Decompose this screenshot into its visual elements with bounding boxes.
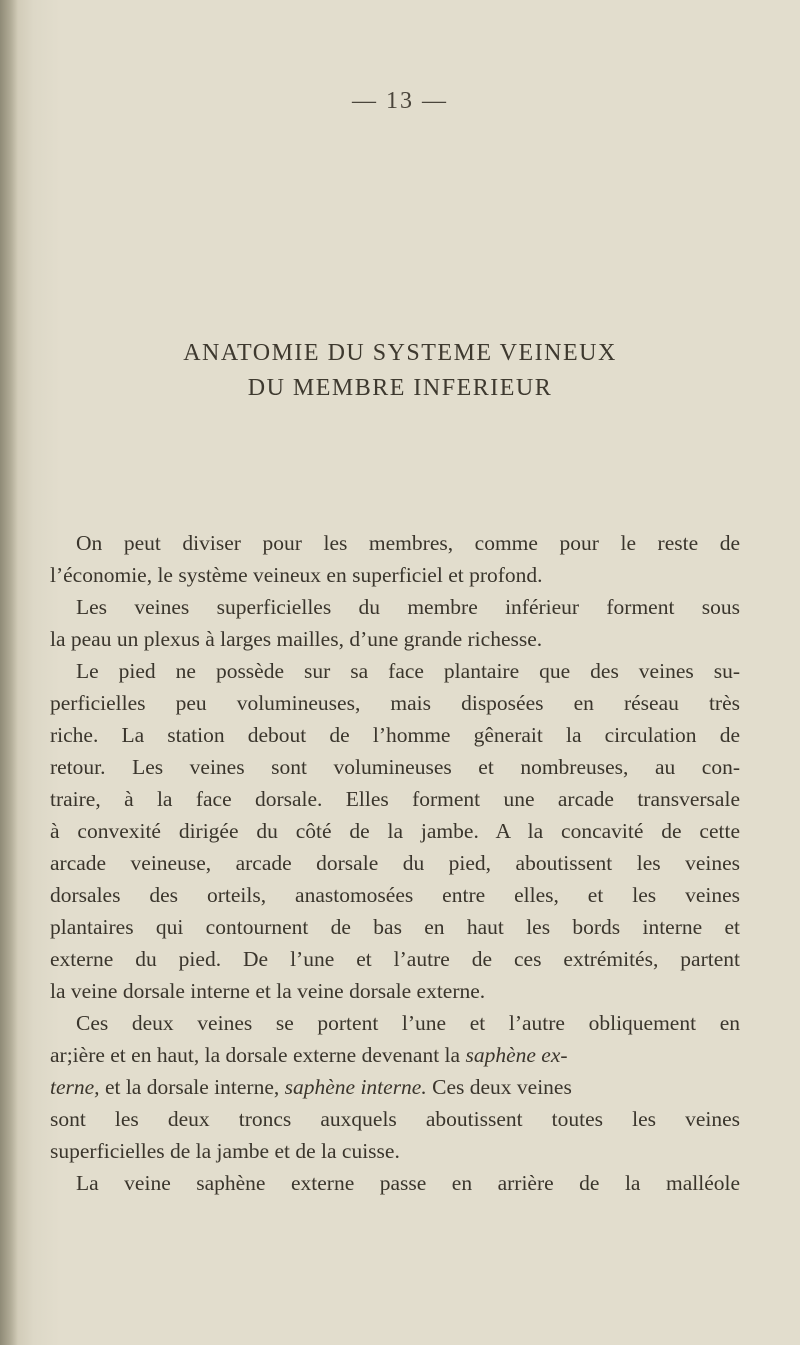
text-line bbox=[50, 1073, 740, 1101]
text-line: traire, à la face dorsale. Elles forment une arcade transversale bbox=[50, 787, 740, 811]
text-line: plantaires qui contournent de bas en haut les bords interne et bbox=[50, 915, 740, 939]
text-line: sont les deux troncs auxquels aboutissent toutes les veines bbox=[50, 1107, 740, 1131]
text-line: l’économie, le système veineux en superficiel et profond. bbox=[50, 563, 543, 587]
chapter-title-line-2: DU MEMBRE INFERIEUR bbox=[247, 375, 553, 401]
text-fragment: ar;ière et en haut, la dorsale externe devenant la bbox=[50, 1043, 461, 1067]
text-line: Ces deux veines se portent l’une et l’autre obliquement en bbox=[76, 1011, 740, 1035]
text-line: On peut diviser pour les membres, comme pour le reste de bbox=[76, 531, 740, 555]
text-line: riche. La station debout de l’homme gênerait la circulation de bbox=[50, 723, 740, 747]
text-line: la veine dorsale interne et la veine dorsale externe. bbox=[50, 979, 486, 1003]
text-line: Le pied ne possède sur sa face plantaire que des veines su- bbox=[76, 659, 740, 683]
text-line bbox=[50, 1041, 740, 1069]
text-fragment: Ces deux veines bbox=[432, 1075, 572, 1099]
text-line: la peau un plexus à larges mailles, d’une grande richesse. bbox=[50, 627, 543, 651]
book-spine-shadow bbox=[0, 0, 18, 1345]
page-number: — 13 — bbox=[352, 88, 448, 114]
text-line: Les veines superficielles du membre inférieur forment sous bbox=[76, 595, 740, 619]
text-line: La veine saphène externe passe en arrière de la malléole bbox=[76, 1171, 740, 1195]
chapter-title-line-1: ANATOMIE DU SYSTEME VEINEUX bbox=[183, 340, 617, 366]
text-line: dorsales des orteils, anastomosées entre elles, et les veines bbox=[50, 883, 740, 907]
text-line: perficielles peu volumineuses, mais disposées en réseau très bbox=[50, 691, 740, 715]
text-line: externe du pied. De l’une et l’autre de ces extrémités, partent bbox=[50, 947, 740, 971]
text-line: superficielles de la jambe et de la cuisse. bbox=[50, 1139, 400, 1163]
italic-term: terne, bbox=[50, 1075, 100, 1099]
text-fragment: et la dorsale interne, bbox=[104, 1075, 280, 1099]
text-line: à convexité dirigée du côté de la jambe. A la concavité de cette bbox=[50, 819, 740, 843]
italic-term: saphène ex- bbox=[465, 1043, 568, 1067]
italic-term: saphène interne. bbox=[284, 1075, 427, 1099]
text-line: retour. Les veines sont volumineuses et nombreuses, au con- bbox=[50, 755, 740, 779]
text-line: arcade veineuse, arcade dorsale du pied, aboutissent les veines bbox=[50, 851, 740, 875]
